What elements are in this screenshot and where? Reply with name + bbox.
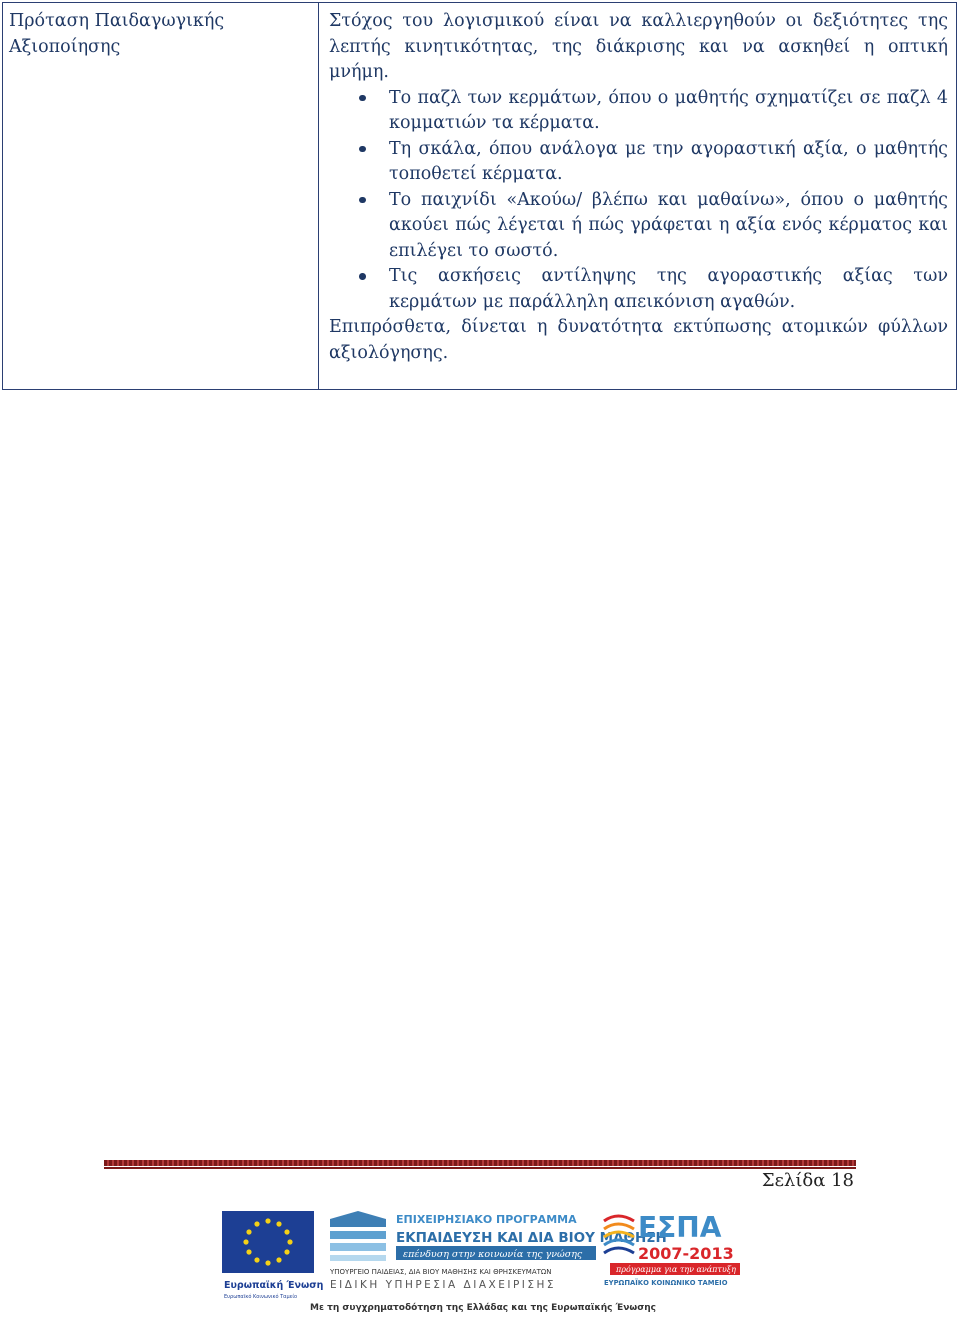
program-line1: ΕΠΙΧΕΙΡΗΣΙΑΚΟ ΠΡΟΓΡΑΜΜΑ xyxy=(396,1213,577,1226)
closing-paragraph: Επιπρόσθετα, δίνεται η δυνατότητα εκτύπωσης ατομικών φύλλων αξιολόγησης. xyxy=(329,317,948,363)
activity-list xyxy=(329,86,948,316)
bullet-icon xyxy=(359,273,366,280)
espa-text: ΕΣΠΑ xyxy=(638,1211,722,1244)
agency-line: ΕΙΔΙΚΗ ΥΠΗΡΕΣΙΑ ΔΙΑΧΕΙΡΙΣΗΣ xyxy=(330,1279,557,1291)
bullet-icon xyxy=(359,146,366,153)
page-number: Σελίδα 18 xyxy=(761,1170,854,1191)
intro-paragraph: Στόχος του λογισμικού είναι να καλλιεργηθούν οι δεξιότητες της λεπτής κινητικότητας, της διάκρισης και να ασκηθεί η οπτική μνήμη. xyxy=(329,11,948,82)
funding-logos xyxy=(218,1205,748,1317)
program-line2: ΕΚΠΑΙΔΕΥΣΗ ΚΑΙ ΔΙΑ ΒΙΟΥ ΜΑΘΗΣΗ xyxy=(396,1230,667,1246)
eu-logo-subtext: Ευρωπαϊκό Κοινωνικό Ταμείο xyxy=(224,1294,298,1300)
table-content-cell xyxy=(319,3,956,389)
espa-slogan: πρόγραμμα για την ανάπτυξη xyxy=(616,1265,736,1274)
eu-logo xyxy=(222,1211,324,1300)
ministry-line: ΥΠΟΥΡΓΕΙΟ ΠΑΙΔΕΙΑΣ, ΔΙΑ ΒΙΟΥ ΜΑΘΗΣΗΣ ΚΑΙ ΘΡΗΣΚΕΥΜΑΤΩΝ xyxy=(330,1268,552,1276)
footer-rule-thin xyxy=(104,1167,856,1169)
list-item: Τις ασκήσεις αντίληψης της αγοραστικής αξίας των κερμάτων με παράλληλη απεικόνιση αγαθών. xyxy=(389,264,948,315)
list-item: Το παζλ των κερμάτων, όπου ο μαθητής σχηματίζει σε παζλ 4 κομματιών τα κέρματα. xyxy=(389,86,948,137)
bullet-icon xyxy=(359,95,366,102)
espa-fund: ΕΥΡΩΠΑΪΚΟ ΚΟΙΝΩΝΙΚΟ ΤΑΜΕΙΟ xyxy=(604,1279,728,1287)
cofunding-line: Με τη συγχρηματοδότηση της Ελλάδας και της Ευρωπαϊκής Ένωσης xyxy=(310,1303,656,1313)
content-table xyxy=(2,2,957,390)
program-slogan: επένδυση στην κοινωνία της γνώσης xyxy=(403,1249,583,1260)
list-item: Τη σκάλα, όπου ανάλογα με την αγοραστική αξία, ο μαθητής τοποθετεί κέρματα. xyxy=(389,137,948,188)
espa-years: 2007-2013 xyxy=(638,1244,734,1263)
footer-rule xyxy=(104,1160,856,1166)
espa-logo xyxy=(604,1211,740,1287)
list-item: Το παιχνίδι «Ακούω/ βλέπω και μαθαίνω», όπου ο μαθητής ακούει πώς λέγεται ή πώς γράφεται η αξία ενός κέρματος και επιλέγει το σωστό. xyxy=(389,188,948,265)
bullet-icon xyxy=(359,197,366,204)
eu-logo-text: Ευρωπαϊκή Ένωση xyxy=(224,1280,324,1291)
cell-label-text: Πρόταση Παιδαγωγικής Αξιοποίησης xyxy=(9,11,225,57)
table-label-cell xyxy=(3,3,319,389)
